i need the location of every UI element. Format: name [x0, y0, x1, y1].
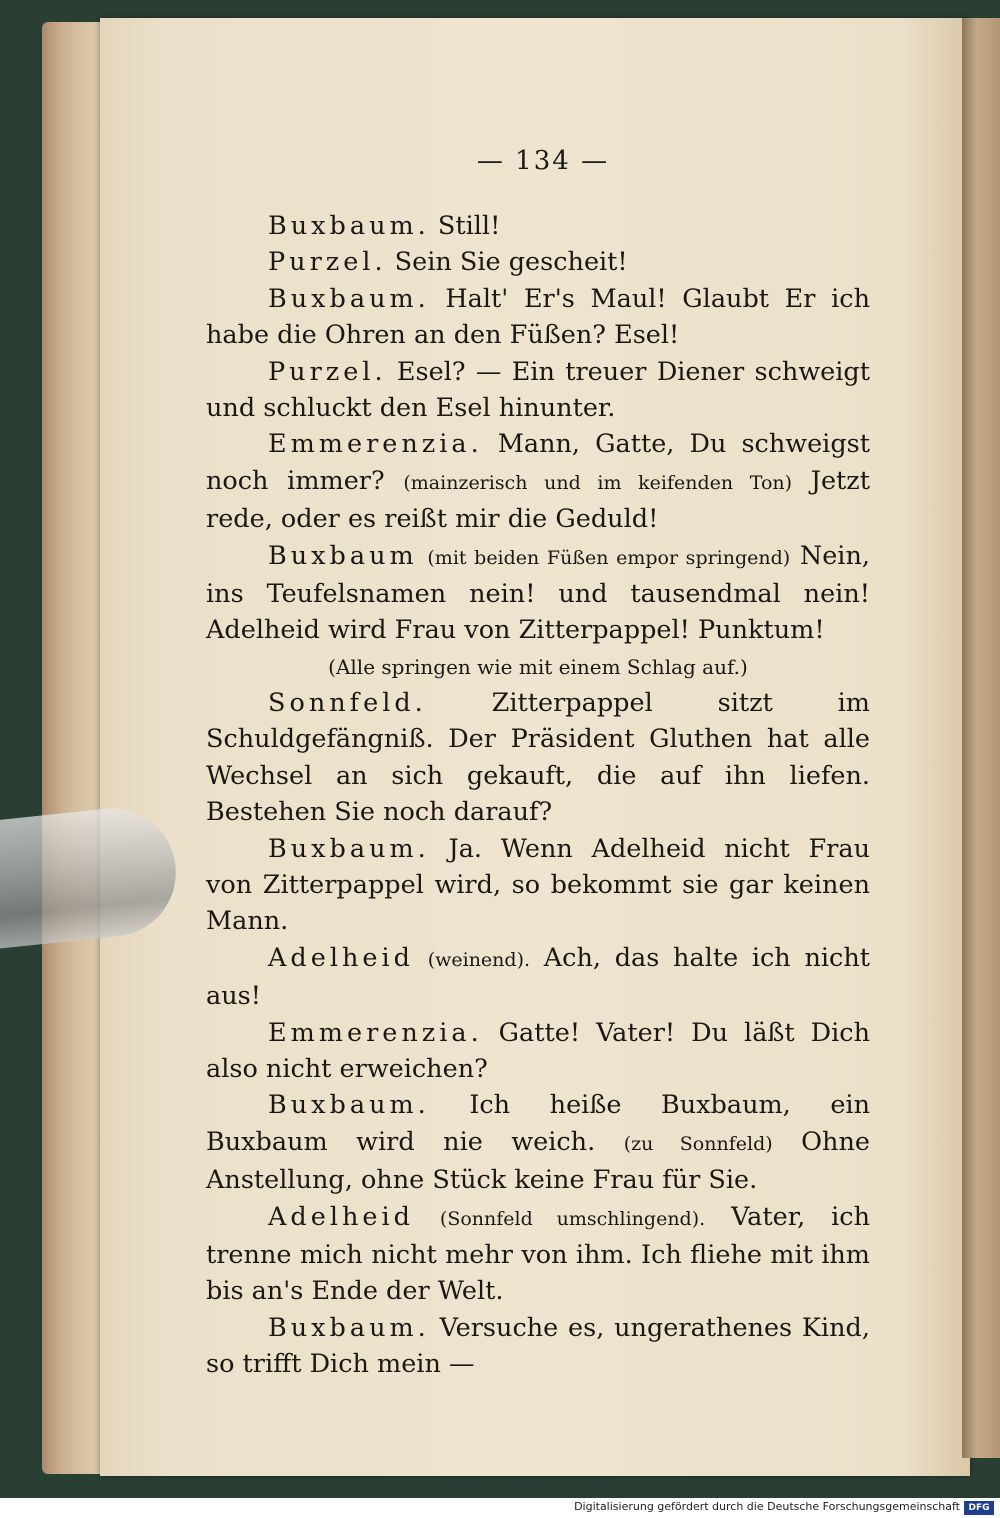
dialogue-line [206, 1087, 870, 1198]
dialogue-text [414, 943, 428, 973]
dialogue-line [206, 281, 870, 354]
speaker-name: Adelheid [268, 942, 414, 973]
speaker-name: Buxbaum. [268, 1090, 430, 1121]
speaker-name: Adelheid [268, 1201, 414, 1232]
speaker-name: Buxbaum. [268, 211, 430, 241]
dialogue-line [206, 208, 870, 244]
dialogue-text: Ach, das halte ich nicht aus! [206, 942, 870, 1012]
dialogue-text: Mann, Gatte, Du schweigst noch immer? [206, 429, 870, 496]
dialogue-line [206, 354, 870, 427]
speaker-name: Buxbaum. [268, 283, 430, 314]
dialogue-text [414, 1202, 440, 1232]
page-text [206, 208, 870, 1383]
dialogue-text: Still! [429, 211, 501, 241]
dialogue-line [206, 1199, 870, 1310]
speaker-name: Emmerenzia. [268, 429, 483, 460]
dialogue-text: Nein, ins Teufelsnamen nein! und tausendmal nein! Adelheid wird Frau von Zitterpappel! Punktum! [206, 540, 870, 646]
dialogue-text: Gatte! Vater! Du läßt Dich also nicht erweichen? [206, 1017, 870, 1084]
dialogue-text: Esel? — Ein treuer Diener schweigt und schluckt den Esel hinunter. [206, 356, 870, 424]
footer-credit: Digitalisierung gefördert durch die Deutsche Forschungsgemeinschaft [574, 1500, 960, 1513]
dialogue-line [206, 538, 870, 649]
dialogue-text: Versuche es, ungerathenes Kind, so trifft Dich mein — [206, 1312, 870, 1380]
speaker-name: Purzel. [268, 247, 387, 278]
stage-direction: (mainzerisch und im keifenden Ton) [403, 471, 793, 494]
dialogue-line [206, 1015, 870, 1088]
dialogue-text: Sein Sie gescheit! [386, 247, 628, 278]
book-gutter [962, 18, 1000, 1458]
dialogue-text [418, 541, 428, 571]
stage-direction: (mit beiden Füßen empor springend) [427, 546, 791, 569]
dialogue-text: Zitterpappel sitzt im Schuldgefängniß. Der Präsident Gluthen hat alle Wechsel an sich gekauft, die auf ihn liefen. Bestehen Sie noch darauf? [206, 687, 870, 828]
dialogue-text: Jetzt rede, oder es reißt mir die Geduld! [206, 465, 870, 535]
speaker-name: Buxbaum [268, 540, 418, 571]
page-number: — 134 — [476, 146, 610, 176]
speaker-name: Buxbaum. [268, 1312, 430, 1343]
dialogue-text: Ich heiße Buxbaum, ein Buxbaum wird nie weich. [206, 1090, 870, 1157]
dialogue-text: Vater, ich trenne mich nicht mehr von ihm. Ich fliehe mit ihm bis an's Ende der Welt. [206, 1201, 870, 1307]
dialogue-line [206, 426, 870, 537]
dialogue-line [206, 244, 870, 280]
stage-direction: (Sonnfeld umschlingend). [439, 1207, 706, 1230]
dialogue-line [206, 831, 870, 940]
dialogue-line [206, 1310, 870, 1383]
dialogue-text: Halt' Er's Maul! Glaubt Er ich habe die Ohren an den Füßen? Esel! [206, 283, 870, 351]
dialogue-line [206, 685, 870, 831]
dialogue-line [206, 940, 870, 1015]
speaker-name: Sonnfeld. [268, 687, 427, 718]
speaker-name: Buxbaum. [268, 833, 430, 864]
stage-direction-line: (Alle springen wie mit einem Schlag auf.) [328, 654, 748, 679]
dialogue-text: Ja. Wenn Adelheid nicht Frau von Zitterpappel wird, so bekommt sie gar keinen Mann. [206, 833, 870, 937]
stage-direction: (zu Sonnfeld) [623, 1132, 773, 1155]
dialogue-text: Ohne Anstellung, ohne Stück keine Frau für Sie. [206, 1126, 870, 1196]
dfg-logo-icon: DFG [964, 1501, 994, 1515]
speaker-name: Purzel. [268, 356, 387, 387]
stage-direction: (weinend). [427, 948, 531, 971]
speaker-name: Emmerenzia. [268, 1017, 483, 1048]
